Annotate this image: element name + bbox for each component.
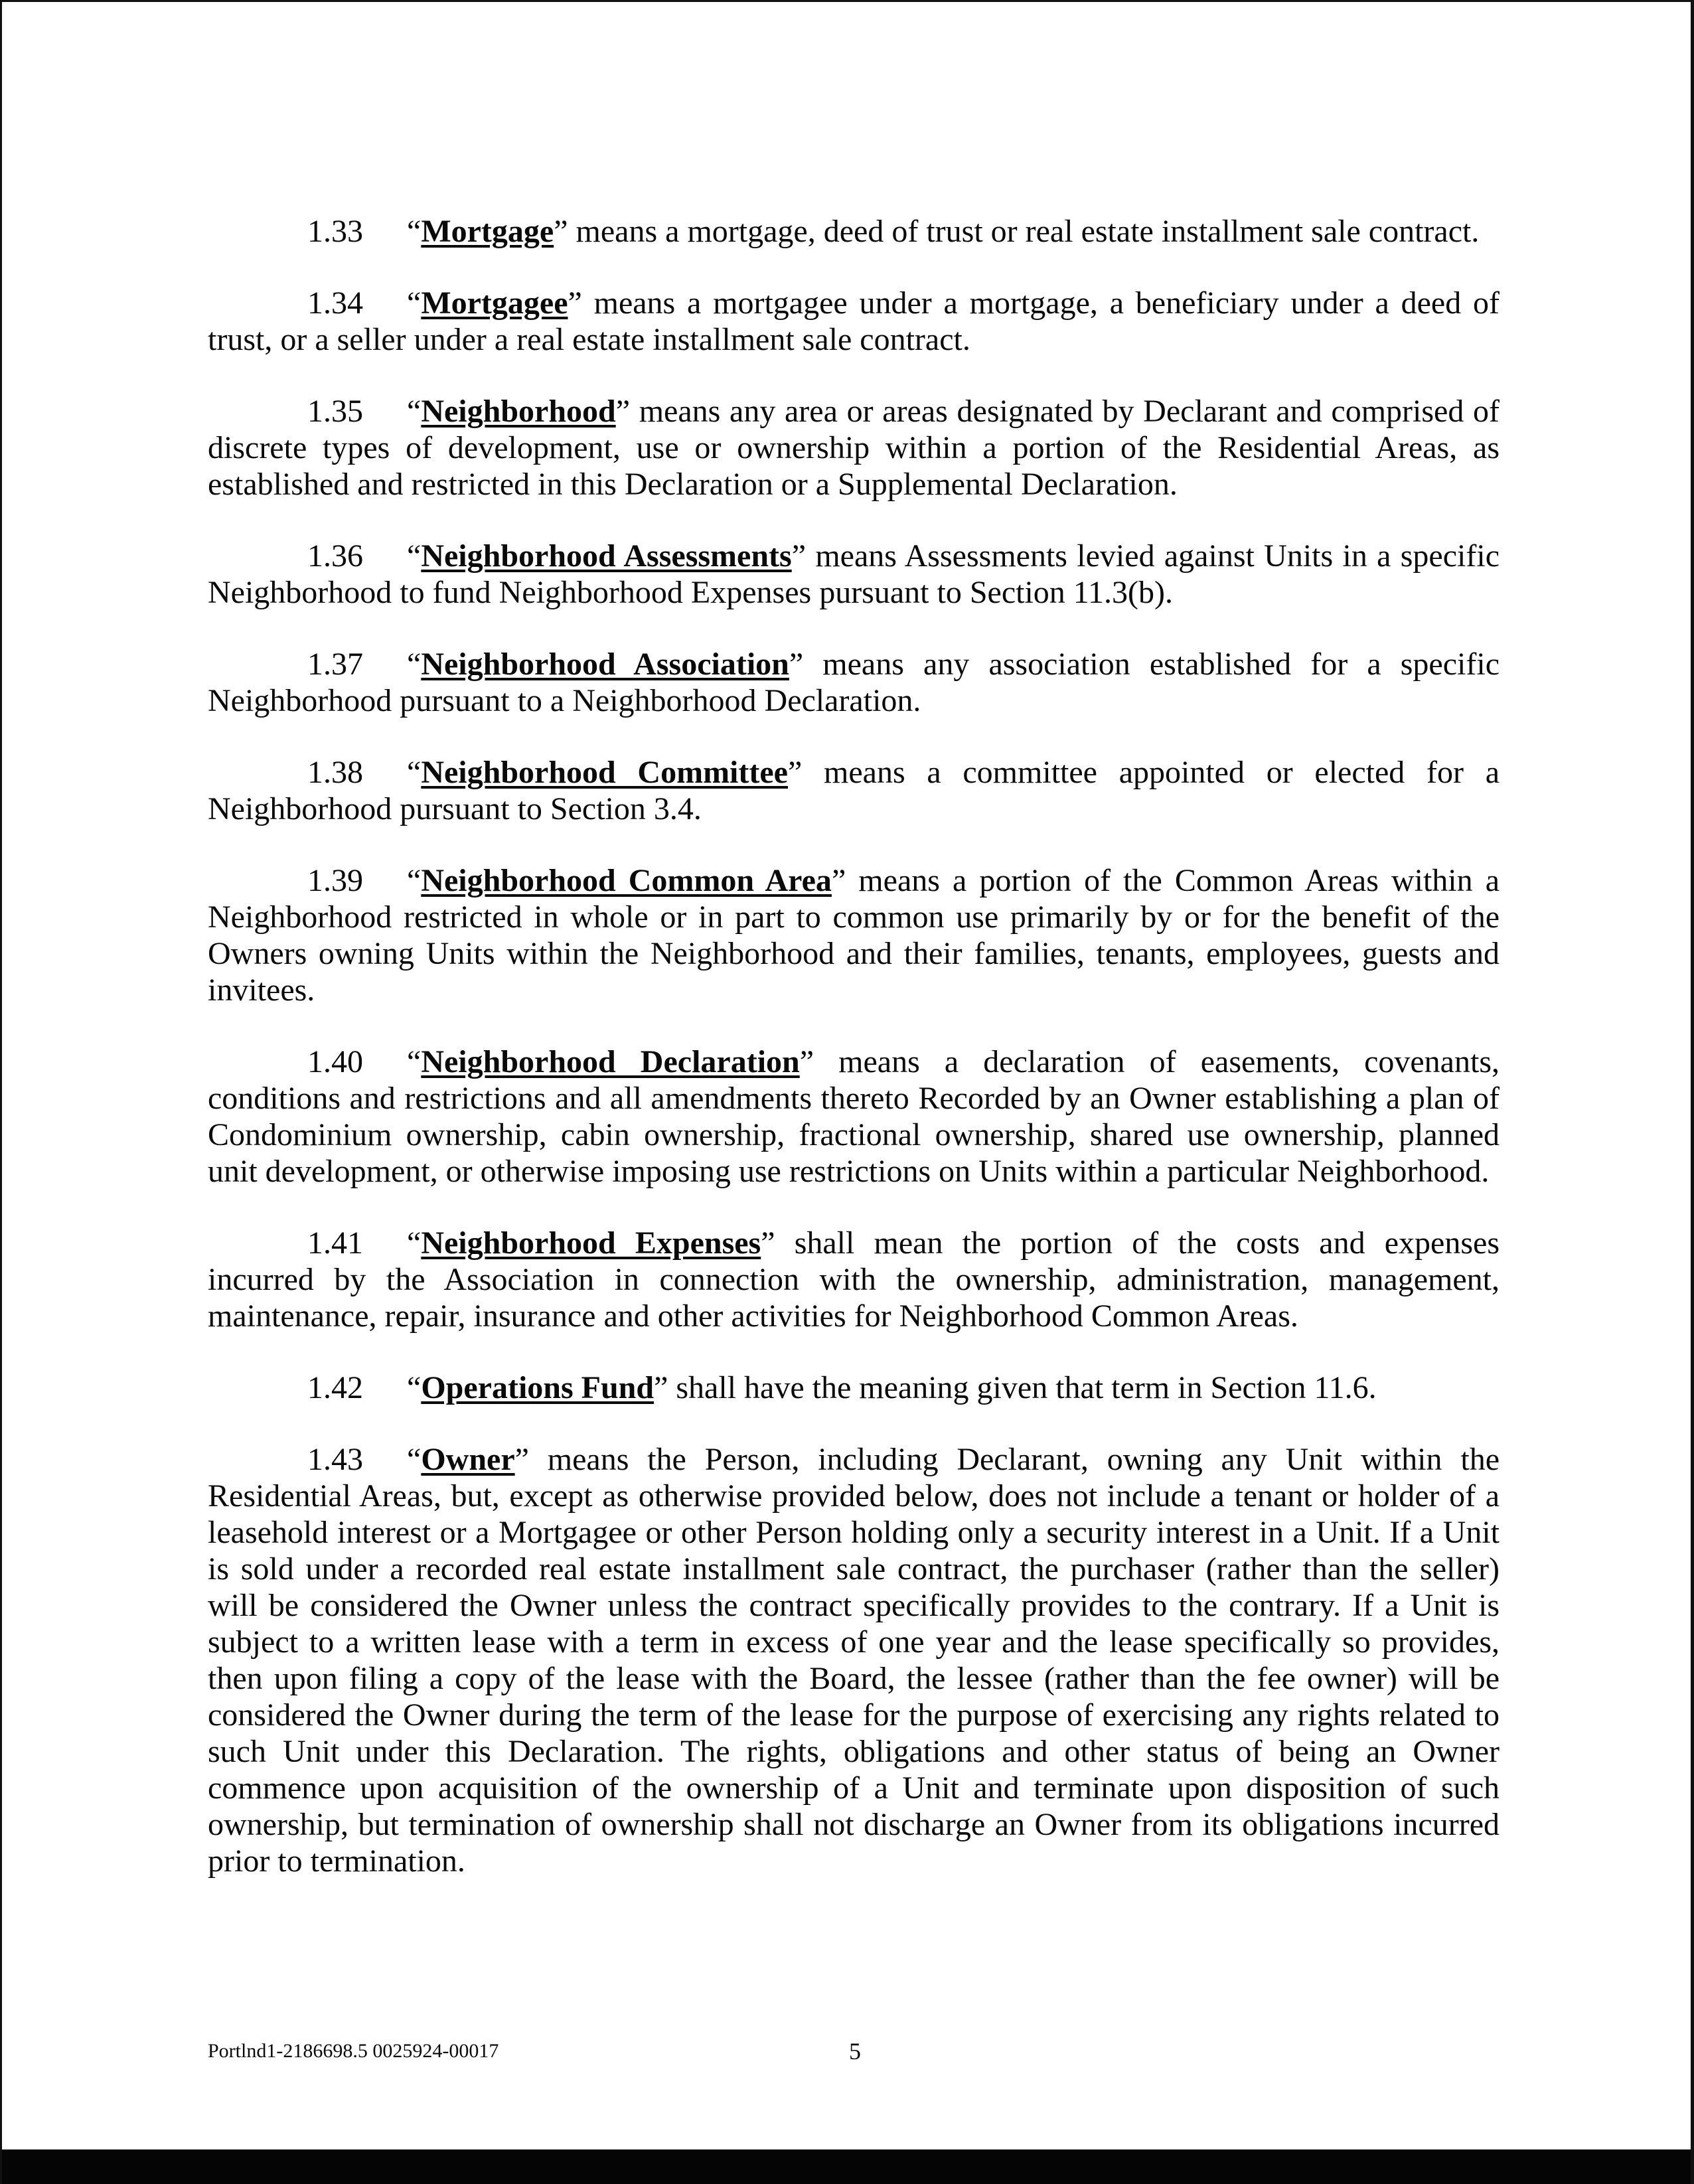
scan-bottom-border	[2, 2149, 1691, 2184]
defined-term: Owner	[421, 1442, 515, 1477]
defined-term: Neighborhood Expenses	[421, 1225, 761, 1261]
definition-text: ” means a mortgage, deed of trust or real estate installment sale contract.	[554, 214, 1480, 249]
defined-term: Mortgage	[421, 214, 554, 249]
definition-paragraph: 1.33 “Mortgage” means a mortgage, deed of trust or real estate installment sale contract.	[307, 214, 1480, 249]
section-number: 1.37	[307, 647, 363, 682]
definition-paragraph: 1.36 “Neighborhood Assessments” means Assessments levied against Units in a specific Neighborhood to fund Neighborhood Expenses pursuant to Section 11.3(b).	[208, 538, 1500, 610]
section-number: 1.34	[307, 285, 363, 321]
definition-paragraph: 1.35 “Neighborhood” means any area or areas designated by Declarant and comprised of discrete types of development, use or ownership within a portion of the Residential Areas, as established and restricted in this Declaration or a Supplemental Declaration.	[208, 394, 1500, 502]
defined-term: Neighborhood Association	[421, 647, 789, 682]
document-code: Portlnd1-2186698.5 0025924-00017	[208, 2040, 499, 2062]
definition-text: ” means a committee appointed or elected for a Neighborhood pursuant to Section 3.4.	[208, 755, 1500, 826]
section-number: 1.43	[307, 1442, 363, 1477]
defined-term: Neighborhood Committee	[421, 755, 788, 790]
section-number: 1.40	[307, 1044, 363, 1079]
definition-paragraph: 1.40 “Neighborhood Declaration” means a declaration of easements, covenants, conditions and restrictions and all amendments thereto Recorded by an Owner establishing a plan of Condominium ownership, cabin ownership, fractional ownership, shared use ownership, planned unit development, or otherwise imposing use restrictions on Units within a particular Neighborhood.	[208, 1044, 1500, 1189]
definition-text: ” shall mean the portion of the costs and expenses incurred by the Association in connection with the ownership, administration, management, maintenance, repair, insurance and other activities for Neighborhood Common Areas.	[208, 1225, 1500, 1334]
definition-text: ” means Assessments levied against Units in a specific Neighborhood to fund Neighborhood Expenses pursuant to Section 11.3(b).	[208, 538, 1500, 610]
definition-paragraph: 1.39 “Neighborhood Common Area” means a portion of the Common Areas within a Neighborhood restricted in whole or in part to common use primarily by or for the benefit of the Owners owning Units within the Neighborhood and their families, tenants, employees, guests and invitees.	[208, 863, 1500, 1008]
defined-term: Neighborhood	[421, 394, 616, 429]
section-number: 1.41	[307, 1225, 363, 1261]
definition-text: ” shall have the meaning given that term in Section 11.6.	[654, 1370, 1377, 1405]
section-number: 1.42	[307, 1370, 363, 1405]
section-number: 1.38	[307, 755, 363, 790]
definition-text: ” means a mortgagee under a mortgage, a beneficiary under a deed of trust, or a seller under a real estate installment sale contract.	[208, 285, 1500, 357]
definition-paragraph: 1.41 “Neighborhood Expenses” shall mean the portion of the costs and expenses incurred by the Association in connection with the ownership, administration, management, maintenance, repair, insurance and other activities for Neighborhood Common Areas.	[208, 1225, 1500, 1334]
definition-text: ” means a portion of the Common Areas within a Neighborhood restricted in whole or in part to common use primarily by or for the benefit of the Owners owning Units within the Neighborhood and their families, tenants, employees, guests and invitees.	[208, 863, 1500, 1008]
definition-paragraph: 1.42 “Operations Fund” shall have the meaning given that term in Section 11.6.	[307, 1370, 1377, 1405]
definition-text: ” means a declaration of easements, covenants, conditions and restrictions and all amendments thereto Recorded by an Owner establishing a plan of Condominium ownership, cabin ownership, fractional ownership, shared use ownership, planned unit development, or otherwise imposing use restrictions on Units within a particular Neighborhood.	[208, 1044, 1500, 1189]
section-number: 1.35	[307, 394, 363, 429]
definition-paragraph: 1.38 “Neighborhood Committee” means a committee appointed or elected for a Neighborhood pursuant to Section 3.4.	[208, 755, 1500, 826]
section-number: 1.33	[307, 214, 363, 249]
definition-paragraph: 1.34 “Mortgagee” means a mortgagee under a mortgage, a beneficiary under a deed of trust, or a seller under a real estate installment sale contract.	[208, 285, 1500, 357]
page-number: 5	[849, 2038, 861, 2065]
definition-paragraph: 1.37 “Neighborhood Association” means any association established for a specific Neighborhood pursuant to a Neighborhood Declaration.	[208, 647, 1500, 718]
defined-term: Neighborhood Common Area	[421, 863, 832, 898]
definition-text: ” means the Person, including Declarant, owning any Unit within the Residential Areas, but, except as otherwise provided below, does not include a tenant or holder of a leasehold interest or a Mortgagee or other Person holding only a security interest in a Unit. If a Unit is sold under a recorded real estate installment sale contract, the purchaser (rather than the seller) will be considered the Owner unless the contract specifically provides to the contrary. If a Unit is subject to a written lease with a term in excess of one year and the lease specifically so provides, then upon filing a copy of the lease with the Board, the lessee (rather than the fee owner) will be considered the Owner during the term of the lease for the purpose of exercising any rights related to such Unit under this Declaration. The rights, obligations and other status of being an Owner commence upon acquisition of the ownership of a Unit and terminate upon disposition of such ownership, but termination of ownership shall not discharge an Owner from its obligations incurred prior to termination.	[208, 1442, 1500, 1879]
defined-term: Mortgagee	[421, 285, 568, 321]
definition-paragraph: 1.43 “Owner” means the Person, including Declarant, owning any Unit within the Residential Areas, but, except as otherwise provided below, does not include a tenant or holder of a leasehold interest or a Mortgagee or other Person holding only a security interest in a Unit. If a Unit is sold under a recorded real estate installment sale contract, the purchaser (rather than the seller) will be considered the Owner unless the contract specifically provides to the contrary. If a Unit is subject to a written lease with a term in excess of one year and the lease specifically so provides, then upon filing a copy of the lease with the Board, the lessee (rather than the fee owner) will be considered the Owner during the term of the lease for the purpose of exercising any rights related to such Unit under this Declaration. The rights, obligations and other status of being an Owner commence upon acquisition of the ownership of a Unit and terminate upon disposition of such ownership, but termination of ownership shall not discharge an Owner from its obligations incurred prior to termination.	[208, 1442, 1500, 1879]
definition-text: ” means any association established for a specific Neighborhood pursuant to a Neighborhood Declaration.	[208, 647, 1500, 718]
definition-text: ” means any area or areas designated by Declarant and comprised of discrete types of development, use or ownership within a portion of the Residential Areas, as established and restricted in this Declaration or a Supplemental Declaration.	[208, 394, 1500, 502]
section-number: 1.36	[307, 538, 363, 574]
definitions-section	[208, 213, 1500, 1914]
defined-term: Operations Fund	[421, 1370, 654, 1405]
section-number: 1.39	[307, 863, 363, 898]
defined-term: Neighborhood Assessments	[421, 538, 792, 574]
page-footer	[208, 2040, 1500, 2067]
defined-term: Neighborhood Declaration	[421, 1044, 800, 1079]
